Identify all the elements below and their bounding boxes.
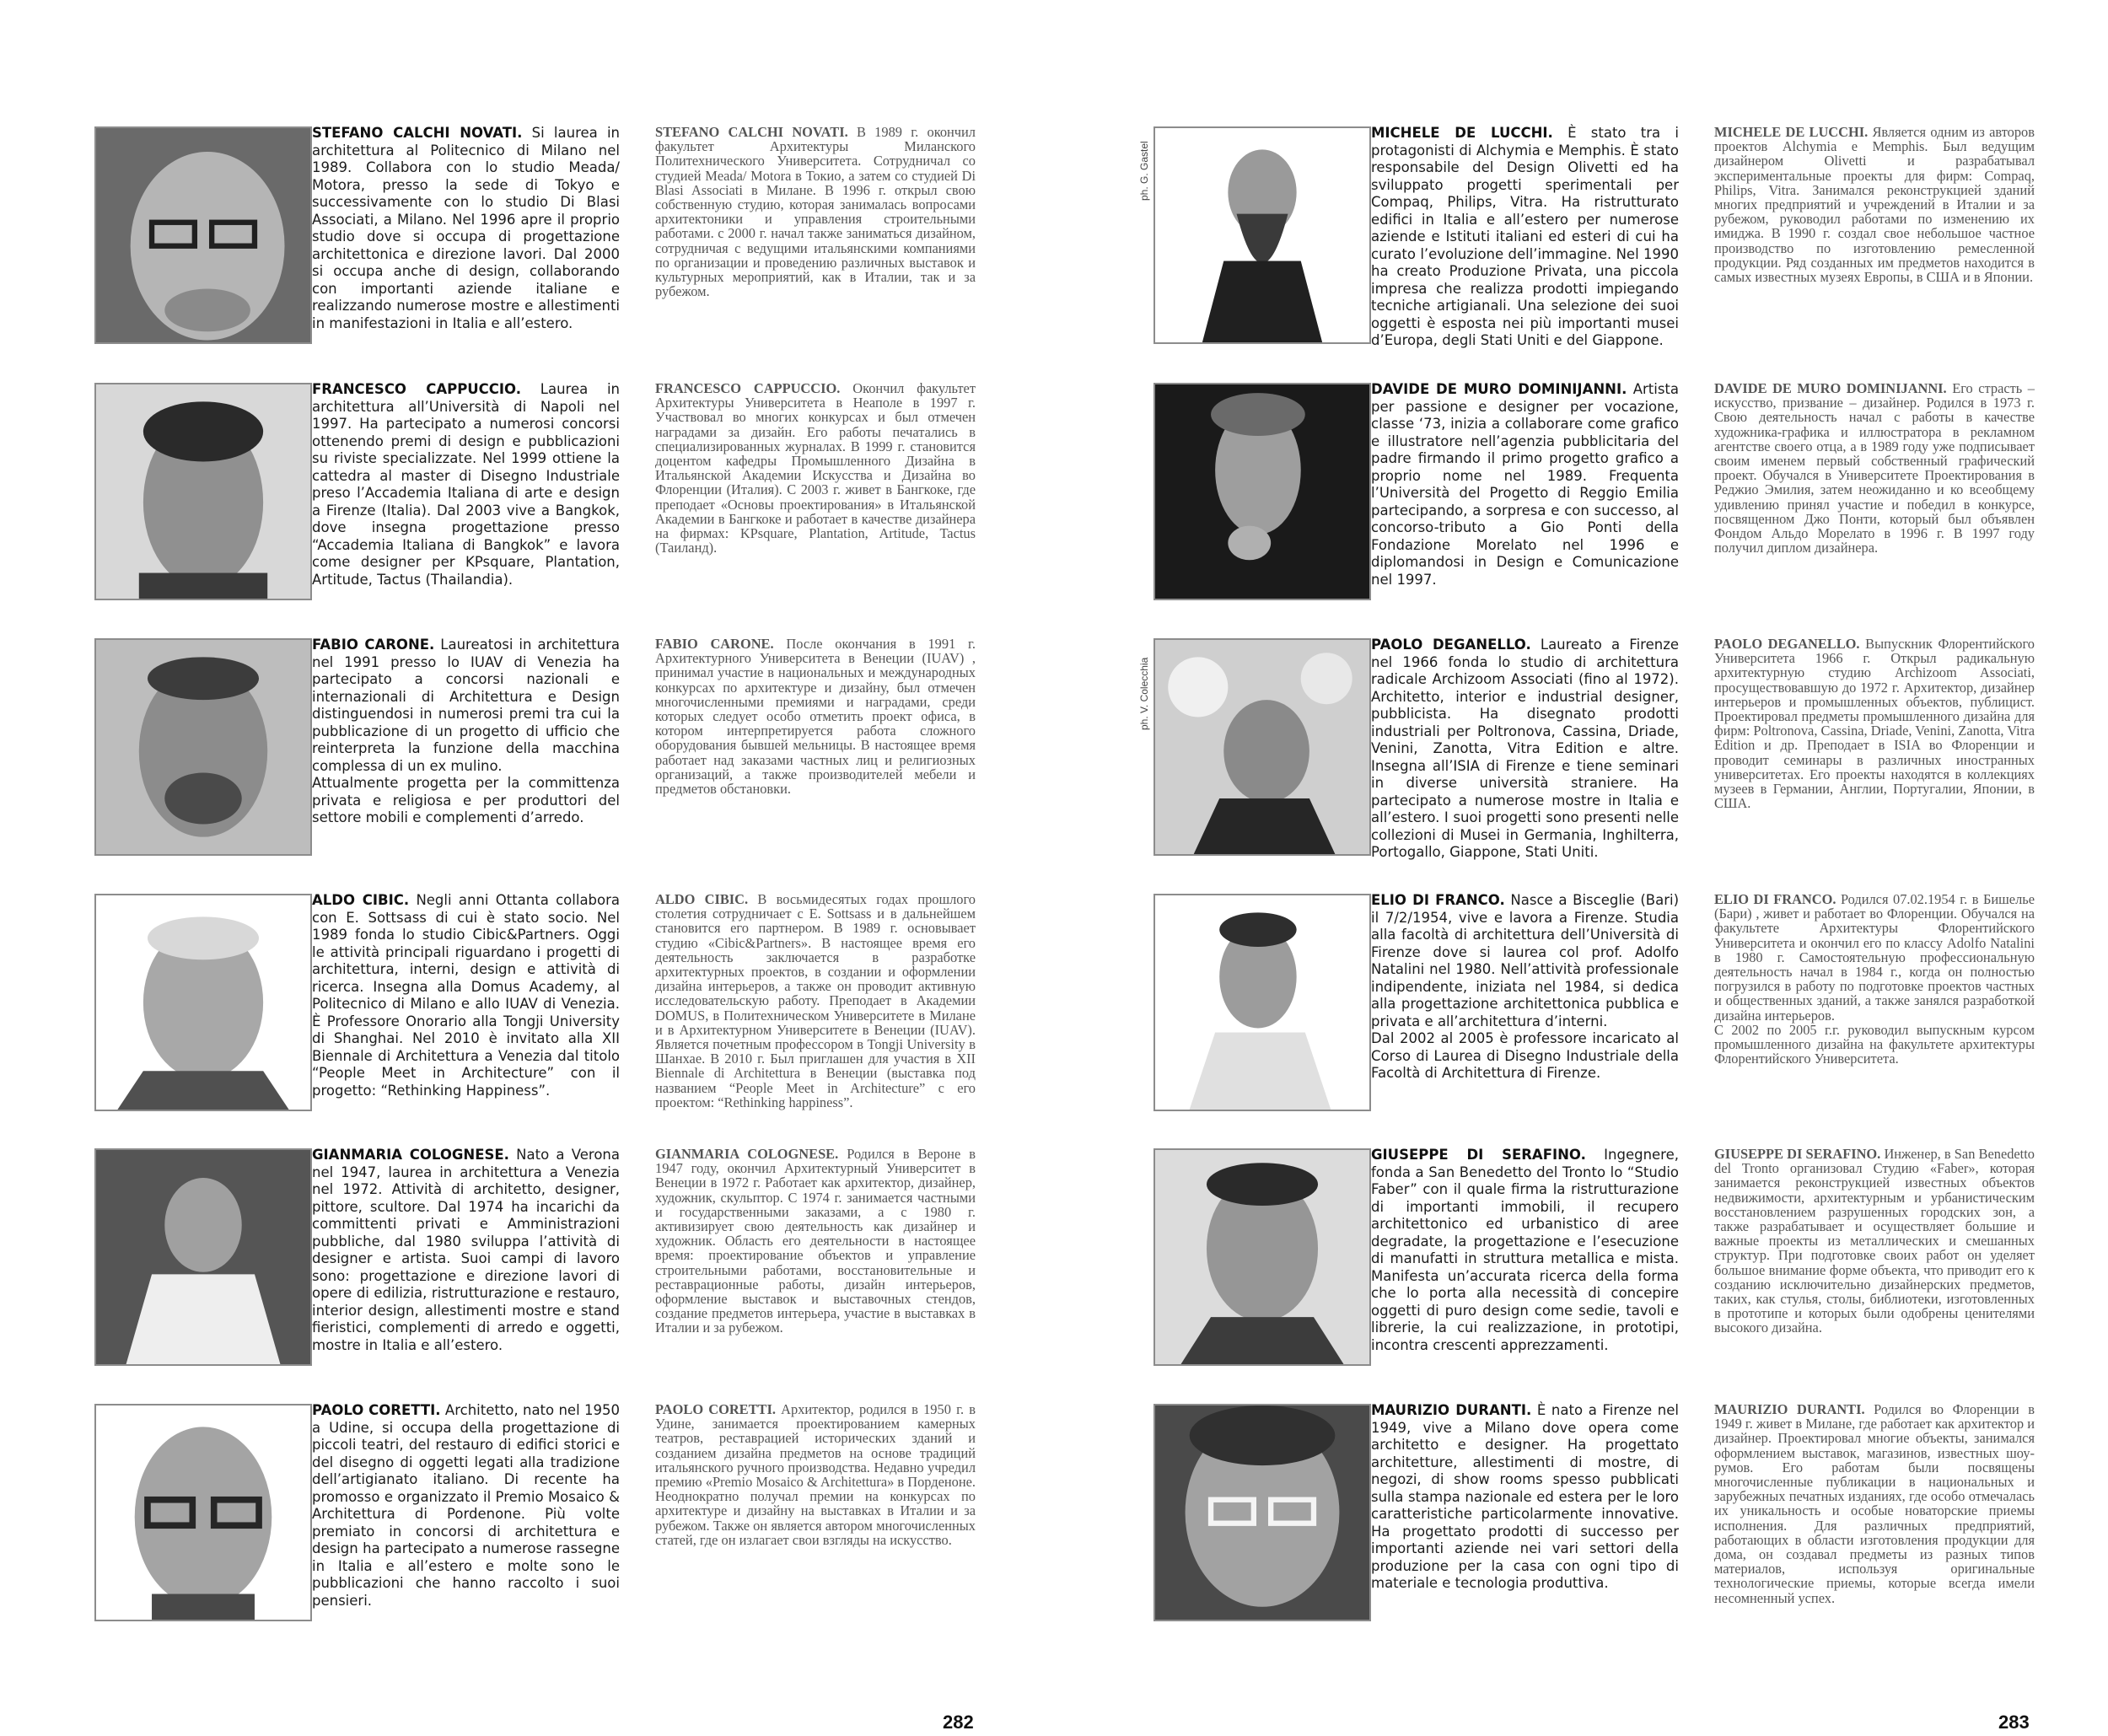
bio-russian	[655, 1402, 976, 1547]
bio-text: Laureato a Firenze nel 1966 fonda lo studio di architettura radicale Archizoom Associati (fino al 1972). Architetto, interior e industrial designer, pubblicista. Ha disegnato prodotti industriali per Poltronova, Cassina, Driade, Venini, Zanotta, Vitra Edition e altre. Insegna all’ISIA di Firenze e tiene seminari in diverse università straniere. Ha partecipato a numerose mostre in Italia e all’estero. I suoi progetti sono presenti nelle collezioni di Musei in Germania, Inghilterra, Portogallo, Giappone, Stati Uniti.	[1371, 637, 1680, 860]
bio-text-ru: Является одним из авторов проектов Alchymia e Memphis. Был ведущим дизайнером Olivetti и разрабатывал экспериментальные проекты для фирм: Compaq, Philips, Vitra. Занимался реконструкцией зданий многих предприятий и учреждений в Италии и за рубежом, руководил работами по изменению их имиджа. В 1990 г. создал свое небольшое частное производство по изготовлению ремесленной продукции. Ряд созданных им предметов находится в самых известных музеях Европы, в США и в Японии.	[1714, 124, 2035, 286]
page-number-left: 282	[943, 1712, 974, 1733]
portrait-photo	[94, 383, 312, 600]
designer-name-ru: DAVIDE DE MURO DOMINIJANNI.	[1714, 380, 1947, 396]
portrait-photo	[1153, 383, 1371, 600]
bio-text: Architetto, nato nel 1950 a Udine, si occupa della progettazione di piccoli teatri, del restauro di edifici storici e del disegno di oggetti legati alla tradizione dell’artigianato italiano. Di recente ha promosso e organizzato il Premio Mosaico & Architettura di Pordenone. Più volte premiato in concorsi di architettura e design ha partecipato a numerose rassegne in Italia e all’estero e molte sono le pubblicazioni che hanno raccolto i suoi pensieri.	[312, 1402, 620, 1609]
bio-text: Artista per passione e designer per vocazione, classe ‘73, inizia a collaborare come grafico e illustratore nell’agenzia pubblicitaria del padre firmando il primo progetto grafico a proprio nome nel 1989. Frequenta l’Università del Progetto di Reggio Emilia partecipando, a sorpresa e con successo, al concorso-tributo a Gio Ponti della Fondazione Morelato nel 1996 e diplomandosi in Design e Comunicazione nel 1997.	[1371, 381, 1680, 588]
designer-name: STEFANO CALCHI NOVATI.	[312, 125, 523, 141]
bio-text: Laurea in architettura all’Università di Napoli nel 1997. Ha partecipato a numerosi concorsi ottenendo premi di design e pubblicazioni su riviste specializzate. Nel 1999 ottiene la cattedra al master di Disegno Industriale preso l’Accademia Italiana di arte e design a Firenze (Italia). Dal 2003 vive a Bangkok, dove insegna progettazione presso “Accademia Italiana di Bangkok” e lavora come designer per KPsquare, Plantation, Artitude, Tactus (Thailandia).	[312, 381, 621, 588]
bio-text-ru: Архитектор, родился в 1950 г. в Удине, занимается проектированием камерных театров, реставрацией исторических зданий и созданием дизайна предметов на основе традиций итальянского ручного производства. Недавно учредил премию «Premio Mosaico & Architettura» в Порденоне. Неоднократно получал премии на конкурсах по архитектуре и дизайну на выставках в Италии и за рубежом. Также он является автором многочисленных статей, где он излагает свои взгляды на искусство.	[655, 1401, 976, 1548]
bio-text: Nasce a Bisceglie (Bari) il 7/2/1954, vive e lavora a Firenze. Studia alla facoltà di architettura dell’Università di Firenze dove si laurea col prof. Adolfo Natalini nel 1980. Nell’attività professionale indipendente, iniziata nel 1984, si dedica alla progettazione architettonica pubblica e privata e all’architettura d’interni. Dal 2002 al 2005 è professore incaricato al Corso di Laurea di Disegno Industriale della Facoltà di Architettura di Firenze.	[1371, 892, 1680, 1081]
designer-name-ru: STEFANO CALCHI NOVATI.	[655, 124, 848, 140]
bio-russian	[655, 125, 976, 298]
bio-russian	[1714, 892, 2035, 1066]
bio-russian	[1714, 381, 2035, 555]
photo-credit-de-lucchi: ph. G. Gastel	[1138, 141, 1150, 201]
bio-text-ru: Выпускник Флорентийского Университета 1966 г. Открыл радикальную архитектурную студию Archizoom Associati, просуществовавшую до 1972 г. Архитектор, дизайнер интерьеров и промышленных объектов, публицист. Проектировал предметы промышленного дизайна для фирм: Poltronova, Cassina, Driade, Venini, Zanotta, Vitra Edition и др. Преподает в ISIA во Флоренции и проводит семинары в различных иностранных университетах. Его проекты находятся в коллекциях музеев в Германии, Англии, Португалии, Японии, в США.	[1714, 636, 2035, 812]
bio-italian	[1371, 892, 1679, 1083]
entry-cibic	[94, 892, 1060, 1137]
designer-name-ru: MICHELE DE LUCCHI.	[1714, 124, 1869, 140]
bio-text-ru: После окончания в 1991 г. Архитектурного Университета в Венеции (IUAV) , принимал участие в национальных и международных конкурсах по архитектуре и дизайну, был отмечен многочисленными премиями и наградами, среди которых следует особо отметить проект офиса, в котором интерпретируется работа сложного оборудования бывшей мельницы. В настоящее время работает над заказами частных лиц и религиозных организаций, а также производителей мебели и предметов обстановки.	[655, 636, 976, 798]
bio-russian	[1714, 1147, 2035, 1336]
bio-text-ru: Инженер, в San Benedetto del Tronto организовал Студию «Faber», которая занимается реконструкцией известных объектов недвижимости, архитектурным и урбанистическим восстановлением разрушенных городских зон, а также разрабатывает и осуществляет большие и важные проекты из металлических и смешанных структур. При подготовке своих работ он уделяет большое внимание форме объекта, что приводит его к созданию исключительно дизайнерских предметов, таких, как стулья, столы, библиотеки, изготовленных в прототипе и которых были одобрены ценителями высокого дизайна.	[1714, 1146, 2035, 1336]
designer-name-ru: PAOLO DEGANELLO.	[1714, 636, 1860, 652]
bio-text: È nato a Firenze nel 1949, vive a Milano dove opera come architetto e designer. Ha progettato architetture, allestimenti di mostre, di negozi, di show rooms spesso pubblicati sulla stampa nazionale ed estera per le loro caratteristiche particolarmente innovative. Ha progettato prodotti di successo per importanti aziende nei vari settori della produzione per la casa con ogni tipo di materiale e tecnologia produttiva.	[1371, 1402, 1679, 1591]
bio-text: Ingegnere, fonda a San Benedetto del Tronto lo “Studio Faber” con il quale firma la ristrutturazione di importanti immobili, il recupero architettonico ed urbanistico di aree degradate, la progettazione e l’esecuzione di manufatti in struttura metallica e mista. Manifesta un’accurata ricerca della forma che lo porta alla necessità di concepire oggetti di puro design come sedie, tavoli e librerie, la cui realizzazione, in prototipi, incontra crescenti apprezzamenti.	[1371, 1147, 1679, 1353]
bio-text-ru: В восьмидесятых годах прошлого столетия сотрудничает с E. Sottsass и в дальнейшем становится его партнером. В 1989 г. основывает студию «Cibic&Partners». В настоящее время его деятельность заключается в разработке архитектурных проектов, в создании и оформлении дизайна интерьеров, а также он проводит активную исследовательскую работу. Преподает в Академии DOMUS, в Политехническом Университете в Милане и в Архитектурном Университете в Венеции (IUAV). Является почетным профессором в Tongji University в Шанхае. В 2010 г. Был приглашен для участия в XII Biennale di Architettura в Венеции (выставка под названием “People Meet in Architecture” с его проектом: “Rethinking happiness”.	[655, 891, 976, 1110]
photo-credit-deganello: ph. V. Colecchia	[1138, 657, 1150, 730]
designer-name: ALDO CIBIC.	[312, 892, 410, 908]
designer-name-ru: ELIO DI FRANCO.	[1714, 891, 1836, 907]
designer-name: GIANMARIA COLOGNESE.	[312, 1147, 509, 1163]
bio-text: Si laurea in architettura al Politecnico di Milano nel 1989. Collabora con lo studio Meada/ Motora, presso la sede di Tokyo e successivamente con lo studio Di Blasi Associati, a Milano. Nel 1996 apre il proprio studio dove si occupa di progettazione architettonica e direzione lavori. Dal 2000 si occupa anche di design, collaborando con importanti aziende italiane e realizzando numerose mostre e allestimenti in manifestazioni in Italia e all’estero.	[312, 125, 620, 331]
entry-de-muro-dominijanni	[1153, 381, 2108, 626]
designer-name: PAOLO DEGANELLO.	[1371, 637, 1531, 653]
designer-name: FRANCESCO CAPPUCCIO.	[312, 381, 521, 397]
bio-text: È stato tra i protagonisti di Alchymia e Memphis. È stato responsabile del Design Olivetti ed ha sviluppato progetti sperimentali per Compaq, Philips, Vitra. Ha ristrutturato edifici in Italia e all’estero per numerose aziende e Istituti italiani ed esteri di cui ha curato l’evoluzione dell’immagine. Nel 1990 ha creato Produzione Privata, una piccola impresa che realizza prodotti impiegando tecniche artigianali. Una selezione dei suoi oggetti è esposta nei più importanti musei d’Europa, degli Stati Uniti e del Giappone.	[1371, 125, 1679, 348]
bio-text: Laureatosi in architettura nel 1991 presso lo IUAV di Venezia ha partecipato a concorsi nazionali e internazionali di Architettura e Design distinguendosi in numerosi premi tra cui la pubblicazione di un progetto di ufficio che reinterpreta la funzione della macchina complessa di un ex mulino. Attualmente progetta per la committenza privata e religiosa e per produttori del settore mobili e complementi d’arredo.	[312, 637, 620, 825]
designer-name-ru: FRANCESCO CAPPUCCIO.	[655, 380, 841, 396]
portrait-photo	[94, 1148, 312, 1366]
bio-italian	[312, 125, 620, 332]
bio-italian	[312, 637, 620, 827]
bio-russian	[655, 637, 976, 796]
bio-text-ru: Окончил факультет Архитектуры Университета в Неаполе в 1997 г. Участвовал во многих конкурсах и был отмечен наградами за дизайн. Его работы печатались в специализированных журналах. В 1999 г. становится доцентом кафедры Промышленного Дизайна в Итальянской Академии Искусства и Дизайна во Флоренции (Италия). С 2003 г. живет в Бангкоке, где преподает «Основы проектирования» в Итальянской Академии в Бангкоке и работает в качестве дизайнера на фирмах: KPsquare, Plantation, Artitude, Tactus (Таиланд).	[655, 380, 976, 556]
designer-name: FABIO CARONE.	[312, 637, 435, 653]
designer-name-ru: MAURIZIO DURANTI.	[1714, 1401, 1865, 1417]
entry-duranti	[1153, 1402, 2108, 1647]
portrait-photo	[1153, 638, 1371, 856]
bio-italian	[312, 892, 620, 1099]
designer-name: PAOLO CORETTI.	[312, 1402, 441, 1418]
designer-name: DAVIDE DE MURO DOMINIJANNI.	[1371, 381, 1627, 397]
designer-name-ru: PAOLO CORETTI.	[655, 1401, 776, 1417]
portrait-photo	[1153, 1148, 1371, 1366]
entry-carone	[94, 637, 1060, 881]
portrait-photo	[1153, 1404, 1371, 1621]
bio-text-ru: Родился в Вероне в 1947 году, окончил Архитектурный Университет в Венеции в 1972 г. Работает как архитектор, дизайнер, художник, скульптор. С 1974 г. занимается частными и государственными заказами, а с 1980 г. активизирует свою деятельность как дизайнер и художник. Область его деятельности в настоящее время: проектирование объектов и управление строительными работами, восстановительные и реставрационные работы, дизайн интерьеров, оформление выставок и выставочных стендов, создание предметов интерьера, участие в выставках в Италии и за рубежом.	[655, 1146, 976, 1336]
entry-cappuccio	[94, 381, 1060, 626]
bio-text-ru: Родился 07.02.1954 г. в Бишелье (Бари) , живет и работает во Флоренции. Обучался на факультете Архитектуры Флорентийского Университета и окончил его по классу Adolfo Natalini в 1980 г. Самостоятельную профессиональную деятельность начал в 1984 г., когда он полностью погрузился в работу по подготовке проектов частных и общественных зданий, а также занялся разработкой дизайна интерьеров. С 2002 по 2005 г.г. руководил выпускным курсом промышленного дизайна на факультете архитектуры Флорентийского Университета.	[1714, 891, 2035, 1067]
designer-name-ru: GIUSEPPE DI SERAFINO.	[1714, 1146, 1881, 1162]
entry-di-serafino	[1153, 1147, 2108, 1391]
bio-text: Nato a Verona nel 1947, laurea in architettura a Venezia nel 1972. Attività di architetto, designer, pittore, scultore. Dal 1974 ha incarichi da committenti privati e Amministrazioni pubbliche, dal 1980 sviluppa l’attività di designer e artista. Suoi campi di lavoro sono: progettazione e direzione lavori di opere di edilizia, ristrutturazione e restauro, interior design, allestimenti mostre e stand fieristici, complementi di arredo e oggetti, mostre in Italia e all’estero.	[312, 1147, 620, 1353]
entry-calchi-novati	[94, 125, 1060, 369]
page-number-right: 283	[1998, 1712, 2030, 1733]
bio-russian	[1714, 637, 2035, 810]
bio-italian	[312, 381, 620, 589]
designer-name-ru: ALDO CIBIC.	[655, 891, 749, 907]
designer-name: MICHELE DE LUCCHI.	[1371, 125, 1553, 141]
designer-name-ru: GIANMARIA COLOGNESE.	[655, 1146, 839, 1162]
entry-coretti	[94, 1402, 1060, 1647]
entry-colognese	[94, 1147, 1060, 1391]
designer-name-ru: FABIO CARONE.	[655, 636, 774, 652]
bio-italian	[312, 1147, 620, 1354]
bio-italian	[1371, 1402, 1679, 1593]
bio-italian	[1371, 637, 1679, 862]
bio-italian	[1371, 381, 1679, 589]
bio-russian	[655, 892, 976, 1110]
portrait-photo	[94, 126, 312, 344]
portrait-photo	[94, 1404, 312, 1621]
bio-italian	[1371, 125, 1679, 350]
entry-de-lucchi	[1153, 125, 2108, 369]
bio-text: Negli anni Ottanta collabora con E. Sottsass di cui è stato socio. Nel 1989 fonda lo studio Cibic&Partners. Oggi le attività principali riguardano i progetti di architettura, interni, design e attività di ricerca. Insegna alla Domus Academy, al Politecnico di Milano e allo IUAV di Venezia. È Professore Onorario alla Tongji University di Shanghai. Nel 2010 è invitato alla XII Biennale di Architettura a Venezia dal titolo “People Meet in Architecture” con il progetto: “Rethinking Happiness”.	[312, 892, 621, 1099]
bio-text-ru: Родился во Флоренции в 1949 г. живет в Милане, где работает как архитектор и дизайнер. Проектировал многие объекты, занимался оформлением выставок, магазинов, известных шоу-румов. Его работам были посвящены многочисленные публикации в национальных и зарубежных печатных изданиях, где особо отмечалась их уникальность и особые новаторские приемы исполнения. Для различных предприятий, работающих в области изготовления продукции для дома, он создавал предметы из разных типов материалов, используя оригинальные технологические приемы, которые всегда имели несомненный успех.	[1714, 1401, 2035, 1606]
bio-text-ru: В 1989 г. окончил факультет Архитектуры Миланского Политехнического Университета. Сотрудничал со студией Meada/ Motora в Токио, а затем со студией Di Blasi Associati в Милане. В 1996 г. открыл свою собственную студию, которая занималась вопросами архитектоники и управления строительными работами. с 2000 г. начал также заниматься дизайном, сотрудничая с ведущими итальянскими компаниями по организации и проведению различных выставок и культурных мероприятий, как в Италии, так и за рубежом.	[655, 124, 976, 300]
bio-italian	[312, 1402, 620, 1610]
bio-russian	[655, 1147, 976, 1336]
portrait-photo	[1153, 894, 1371, 1111]
designer-name: MAURIZIO DURANTI.	[1371, 1402, 1532, 1418]
bio-text-ru: Его страсть – искусство, призвание – дизайнер. Родился в 1973 г. Свою деятельность начал с работы в качестве художника-графика и иллюстратора в рекламном агентстве своего отца, а в 1989 году уже подписывает своим именем первый собственный графический проект. Обучался в Университете Проектирования в Реджио Эмилия, затем неожиданно и ко всеобщему удивлению принял участие и победил в конкурсе, посвященном Джо Понти, который был объявлен Фондом Альдо Морелато в 1996 г. В 1997 году получил диплом дизайнера.	[1714, 380, 2035, 556]
bio-russian	[1714, 1402, 2035, 1605]
bio-russian	[655, 381, 976, 555]
portrait-photo	[1153, 126, 1371, 344]
portrait-photo	[94, 638, 312, 856]
designer-name: GIUSEPPE DI SERAFINO.	[1371, 1147, 1586, 1163]
designer-name: ELIO DI FRANCO.	[1371, 892, 1505, 908]
portrait-photo	[94, 894, 312, 1111]
entry-di-franco	[1153, 892, 2108, 1137]
bio-russian	[1714, 125, 2035, 284]
entry-deganello	[1153, 637, 2108, 881]
bio-italian	[1371, 1147, 1679, 1354]
